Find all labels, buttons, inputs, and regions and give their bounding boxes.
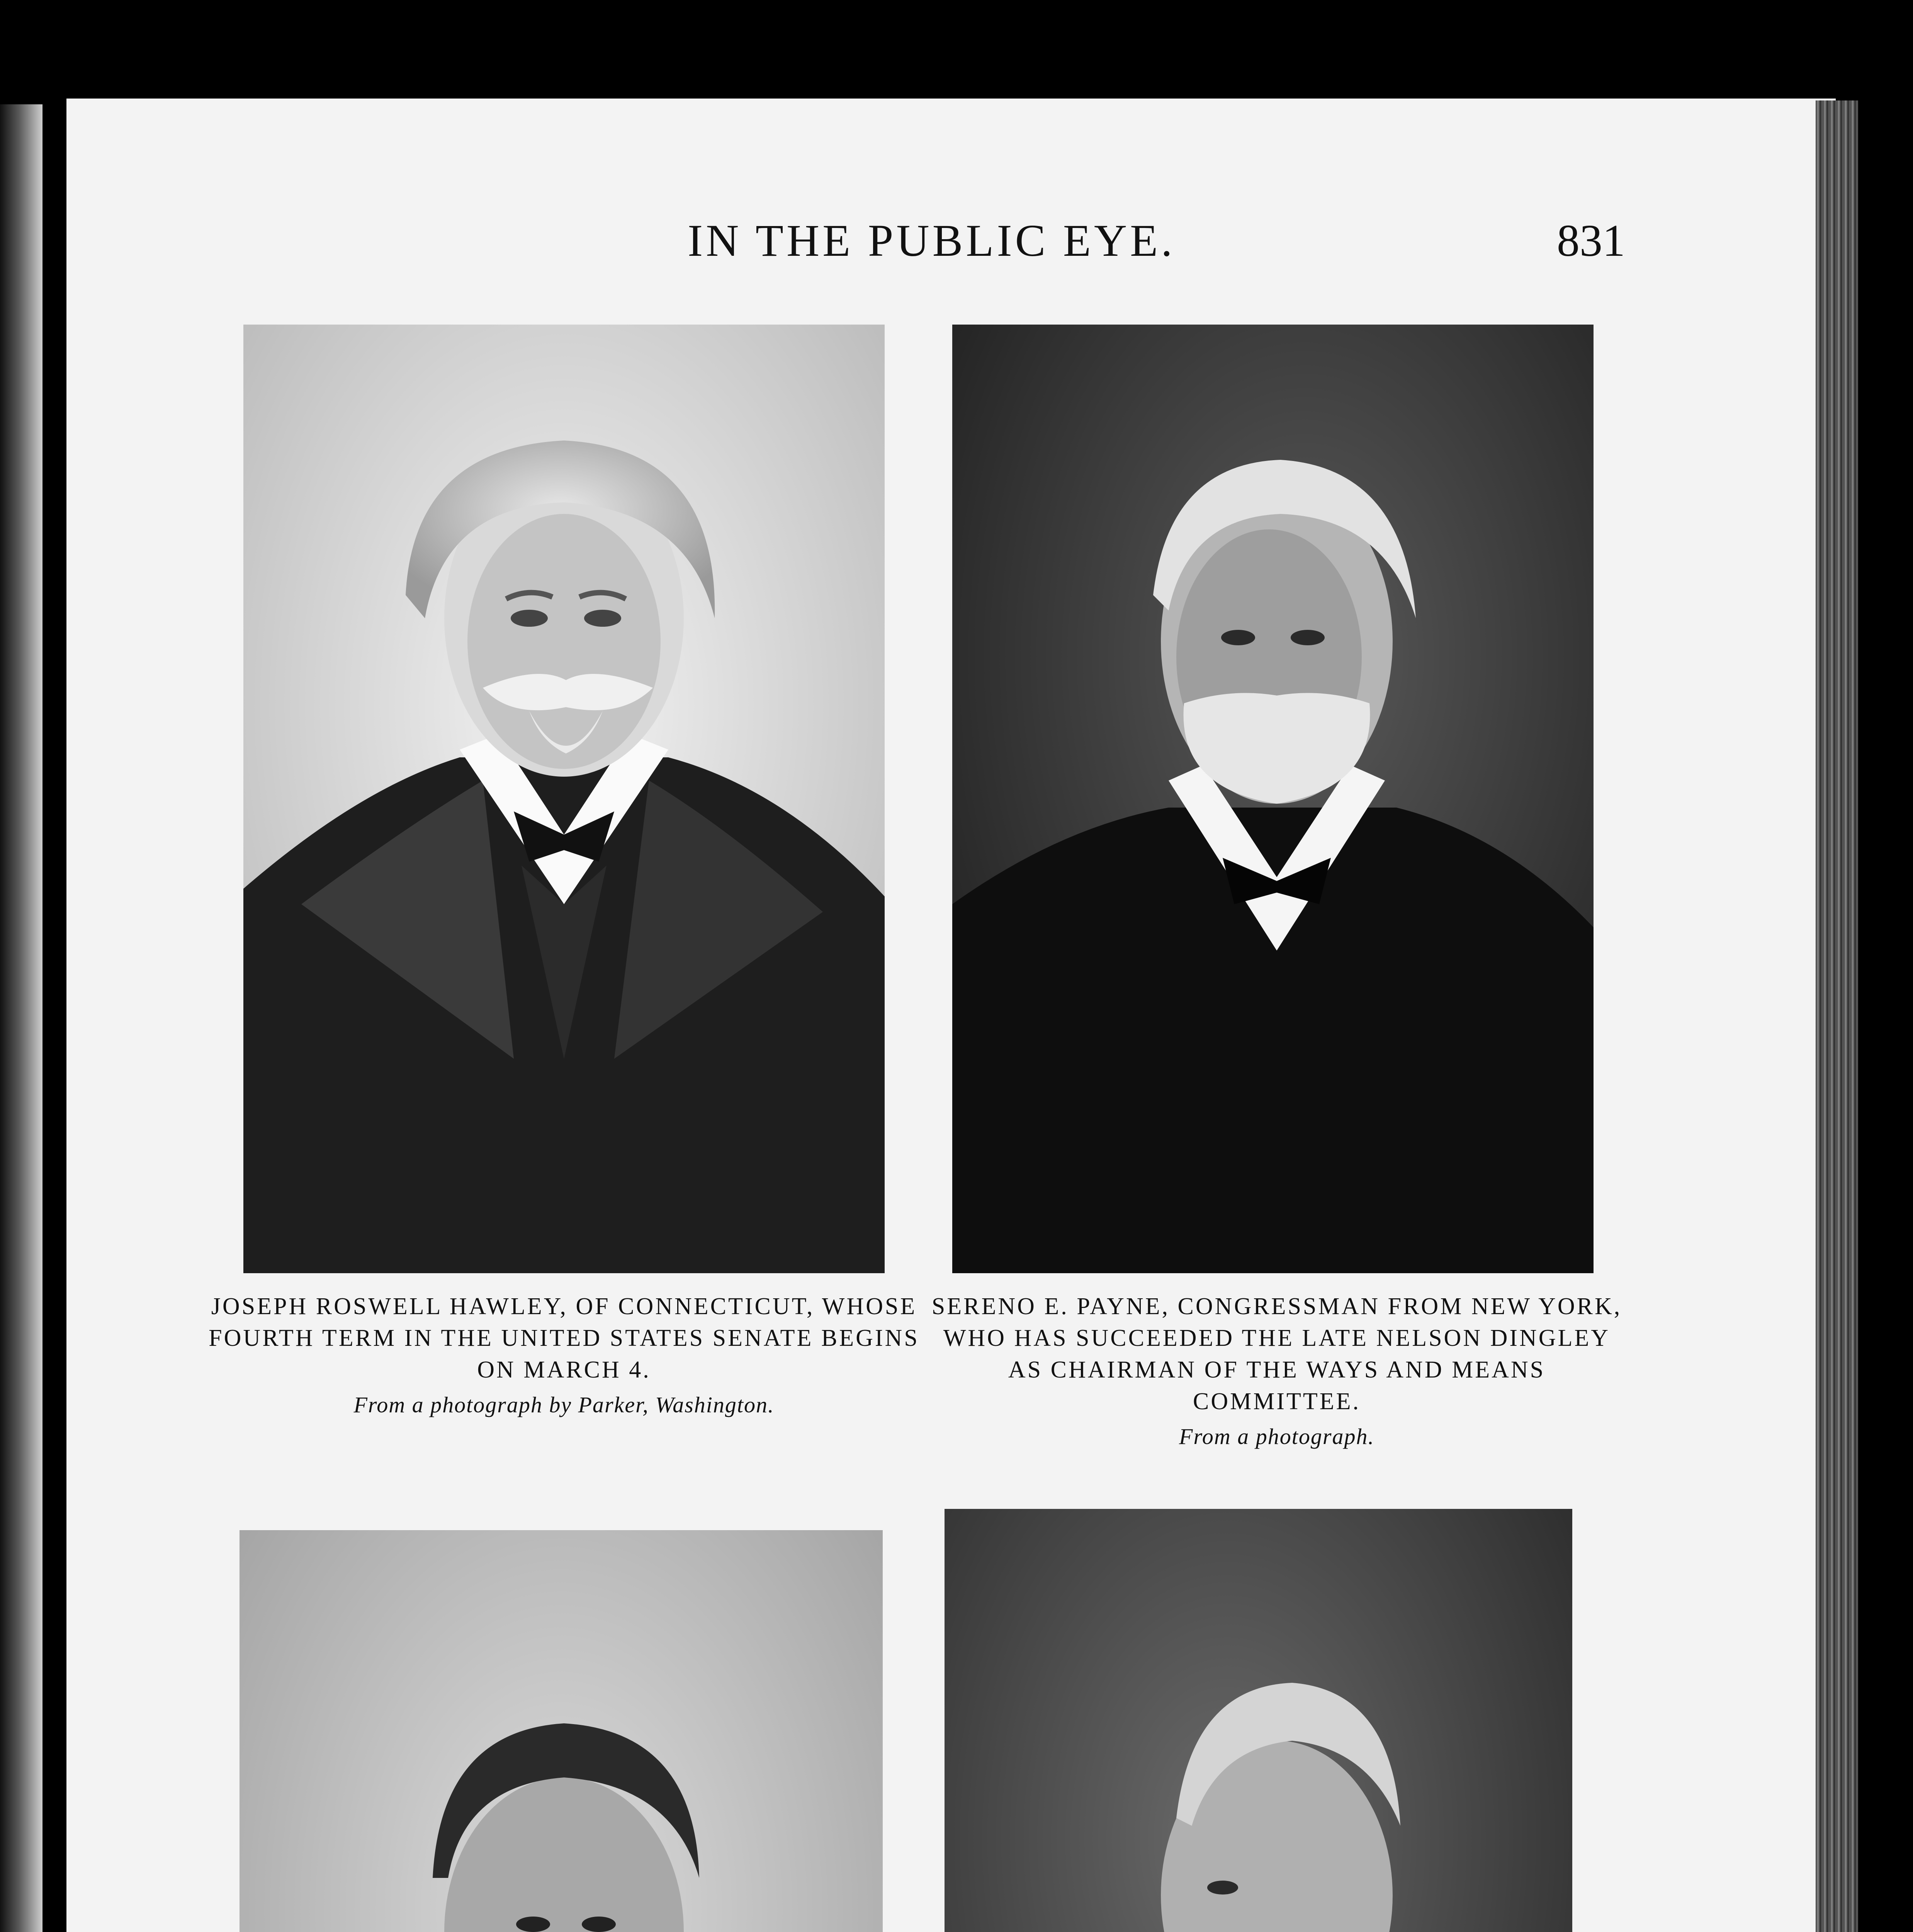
caption-payne-text: SERENO E. PAYNE, CONGRESSMAN FROM NEW YORK, WHO HAS SUCCEEDED THE LATE NELSON DINGLEY AS CHAIRMAN OF THE WAYS AND MEANS COMMITTEE. xyxy=(931,1293,1622,1415)
portrait-gray xyxy=(945,1509,1572,1932)
left-page-edge xyxy=(0,104,42,1932)
page-number: 831 xyxy=(1557,215,1625,266)
caption-payne xyxy=(925,1291,1628,1452)
caption-hawley xyxy=(209,1291,919,1420)
portrait-payne xyxy=(952,325,1594,1273)
portrait-white xyxy=(240,1530,883,1932)
portrait-white-image xyxy=(240,1530,883,1932)
caption-payne-credit: From a photograph. xyxy=(1179,1424,1374,1449)
portrait-hawley xyxy=(243,325,885,1273)
caption-hawley-text: JOSEPH ROSWELL HAWLEY, OF CONNECTICUT, WHOSE FOURTH TERM IN THE UNITED STATES SENATE BEGINS ON MARCH 4. xyxy=(209,1293,919,1383)
caption-hawley-credit: From a photograph by Parker, Washington. xyxy=(353,1392,775,1417)
running-title: IN THE PUBLIC EYE. xyxy=(688,215,1176,266)
page-right-edge xyxy=(1816,100,1858,1932)
portrait-gray-image xyxy=(945,1509,1572,1932)
portrait-hawley-image xyxy=(243,325,885,1273)
portrait-payne-image xyxy=(952,325,1594,1273)
